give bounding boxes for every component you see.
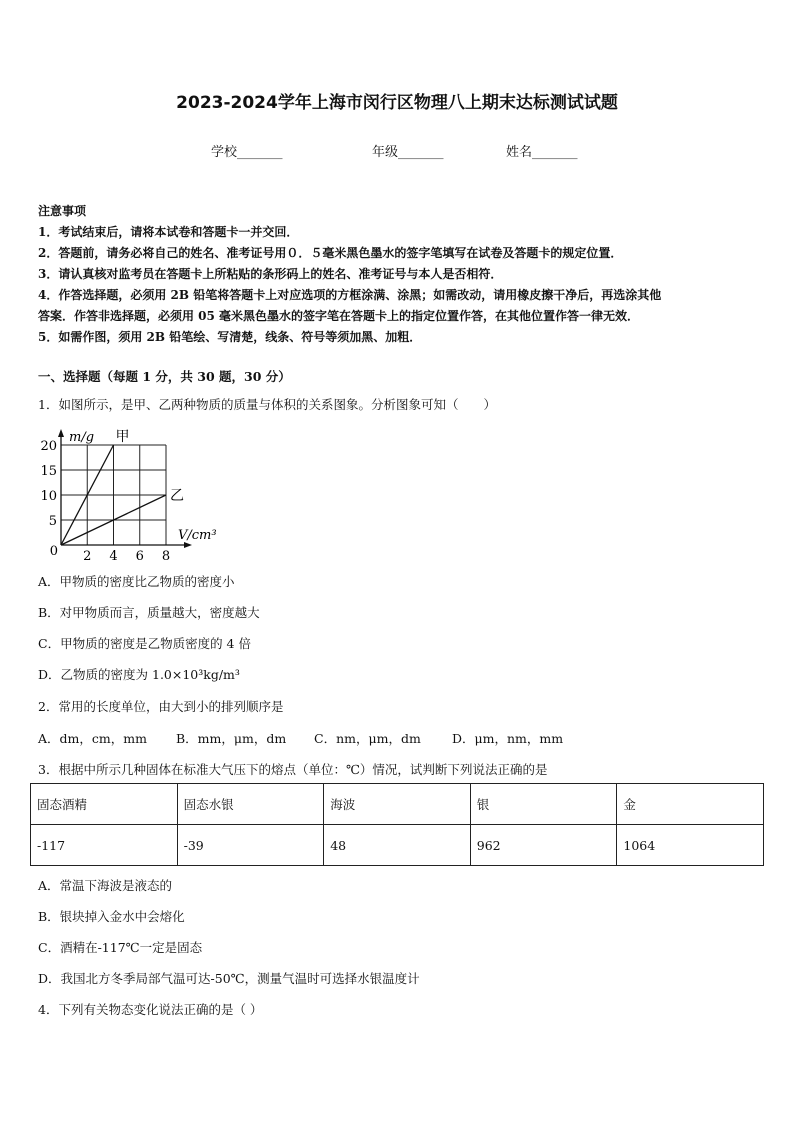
- table-header-cell: 固态水银: [177, 784, 324, 825]
- q2-option-a: A．dm，cm，mm: [38, 731, 147, 746]
- table-cell: 962: [470, 825, 617, 866]
- q1-option-c: C．甲物质的密度是乙物质密度的 4 倍: [38, 636, 251, 651]
- q3-option-c: C．酒精在-117℃一定是固态: [38, 940, 203, 955]
- q1-stem: 1．如图所示，是甲、乙两种物质的质量与体积的关系图象。分析图象可知（ ）: [38, 397, 496, 412]
- y-tick-label: 10: [40, 489, 57, 504]
- table-header-row: [31, 784, 764, 825]
- table-cell: 48: [324, 825, 471, 866]
- grade-blank: _______: [398, 145, 444, 160]
- mass-volume-chart: [30, 420, 230, 565]
- q2-stem: 2．常用的长度单位，由大到小的排列顺序是: [38, 699, 284, 714]
- series-label-1: 甲: [115, 429, 130, 445]
- q4-stem: 4．下列有关物态变化说法正确的是（ ）: [38, 1002, 263, 1017]
- x-axis-label: V/cm³: [178, 528, 217, 543]
- grade-field: [372, 141, 444, 160]
- x-tick-label: 8: [161, 549, 171, 564]
- q2-option-c: C．nm，μm，dm: [314, 731, 421, 746]
- melting-point-table: [30, 783, 764, 866]
- y-axis-label: m/g: [69, 430, 95, 445]
- x-tick-label: 6: [135, 549, 144, 564]
- q3-option-a: A．常温下海波是液态的: [38, 878, 173, 893]
- y-tick-label: 20: [40, 439, 57, 454]
- table-cell: 1064: [617, 825, 764, 866]
- name-field: [506, 141, 578, 160]
- q1-option-b: B．对甲物质而言，质量越大，密度越大: [38, 605, 260, 620]
- q3-option-b: B．银块掉入金水中会熔化: [38, 909, 185, 924]
- table-row: [31, 825, 764, 866]
- note-line: 5．如需作图，须用 2B 铅笔绘、写清楚，线条、符号等须加黑、加粗．: [38, 330, 422, 344]
- y-tick-label: 15: [40, 464, 57, 479]
- q3-option-d: D．我国北方冬季局部气温可达-50℃，测量气温时可选择水银温度计: [38, 971, 420, 986]
- y-tick-label: 5: [48, 514, 57, 529]
- note-line: 4．作答选择题，必须用 2B 铅笔将答题卡上对应选项的方框涂满、涂黑；如需改动，请用橡皮擦干净后，再选涂其他: [38, 288, 662, 302]
- notes-block: [38, 201, 661, 348]
- note-line: 1．考试结束后，请将本试卷和答题卡一并交回．: [38, 225, 299, 239]
- name-label: 姓名: [506, 145, 533, 160]
- series-label-2: 乙: [170, 488, 184, 504]
- table-header-cell: 固态酒精: [31, 784, 178, 825]
- x-tick-label: 2: [83, 549, 92, 564]
- x-tick-label: 4: [109, 549, 118, 564]
- note-line: 答案．作答非选择题，必须用 05 毫米黑色墨水的签字笔在答题卡上的指定位置作答，在其他位置作答一律无效．: [38, 309, 640, 323]
- school-blank: _______: [237, 145, 283, 160]
- table-header-cell: 银: [470, 784, 617, 825]
- q1-option-d: D．乙物质的密度为 1.0×10³kg/m³: [38, 667, 240, 682]
- school-label: 学校: [211, 145, 238, 160]
- q2-option-d: D．μm，nm，mm: [452, 731, 564, 746]
- q2-option-b: B．mm，μm，dm: [176, 731, 287, 746]
- table-cell: -39: [177, 825, 324, 866]
- school-field: [211, 141, 283, 160]
- q3-stem: 3．根据中所示几种固体在标准大气压下的熔点（单位：℃）情况，试判断下列说法正确的是: [38, 762, 548, 777]
- table-cell: -117: [31, 825, 178, 866]
- note-line: 2．答题前，请务必将自己的姓名、准考证号用０．５毫米黑色墨水的签字笔填写在试卷及答题卡的规定位置．: [38, 246, 623, 260]
- table-header-cell: 海波: [324, 784, 471, 825]
- q1-option-a: A．甲物质的密度比乙物质的密度小: [38, 574, 235, 589]
- note-line: 3．请认真核对监考员在答题卡上所粘贴的条形码上的姓名、准考证号与本人是否相符．: [38, 267, 503, 281]
- y-axis-arrow: [58, 429, 64, 437]
- notes-heading: 注意事项: [38, 204, 87, 218]
- section-heading: 一、选择题（每题 1 分，共 30 题，30 分）: [38, 369, 291, 384]
- page-title: 2023-2024学年上海市闵行区物理八上期末达标测试试题: [176, 93, 618, 113]
- origin-label: 0: [49, 544, 58, 559]
- grade-label: 年级: [372, 145, 399, 160]
- name-blank: _______: [532, 145, 578, 160]
- table-header-cell: 金: [617, 784, 764, 825]
